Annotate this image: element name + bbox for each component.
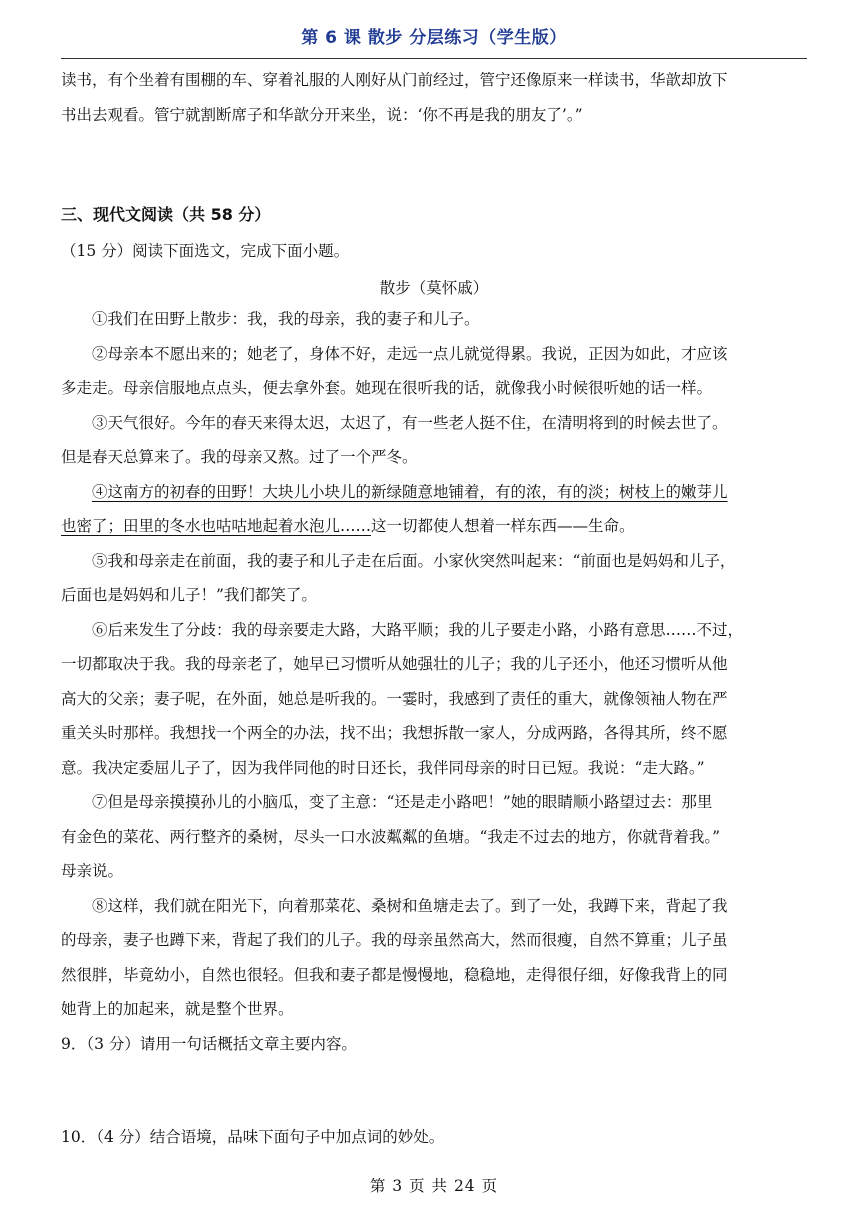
text-line: （15 分）阅读下面选文，完成下面小题。 <box>61 242 350 260</box>
page-header-title: 第 6 课 散步 分层练习（学生版） <box>301 28 567 48</box>
paragraph-2-line: 多走走。母亲信服地点点头，便去拿外套。她现在很听我的话，就像我小时候很听她的话一样。 <box>61 379 713 397</box>
paragraph-6-line: 意。我决定委屈儿子了，因为我伴同他的时日还长，我伴同母亲的时日已短。我说：“走大路。” <box>61 758 705 777</box>
paragraph-4-line <box>61 509 807 544</box>
header-divider <box>61 58 807 59</box>
question-9: 9．（3 分）请用一句话概括文章主要内容。 <box>61 1034 357 1053</box>
paragraph-6-line: 一切都取决于我。我的母亲老了，她早已习惯听从她强壮的儿子；我的儿子还小，他还习惯听从他 <box>61 655 728 673</box>
paragraph-4-line <box>61 475 807 510</box>
paragraph-7-line: ⑦但是母亲摸摸孙儿的小脑瓜，变了主意：“还是走小路吧！”她的眼睛顺小路望过去：那里 <box>92 793 713 811</box>
previous-text-block <box>61 63 807 132</box>
paragraph-6-line: ⑥后来发生了分歧：我的母亲要走大路，大路平顺；我的儿子要走小路，小路有意思……不过， <box>92 620 744 639</box>
paragraph-1: ①我们在田野上散步：我，我的母亲，我的妻子和儿子。 <box>92 310 480 328</box>
text-line: 书出去观看。管宁就割断席子和华歆分开来坐，说：‘你不再是我的朋友了’。” <box>61 105 583 124</box>
text-line: 读书，有个坐着有围棚的车、穿着礼服的人刚好从门前经过，管宁还像原来一样读书，华歆却放下 <box>61 71 728 89</box>
paragraph-3-line: 但是春天总算来了。我的母亲又熬。过了一个严冬。 <box>61 448 418 466</box>
paragraph-8-line: 的母亲，妻子也蹲下来，背起了我们的儿子。我的母亲虽然高大，然而很瘦，自然不算重；儿子虽 <box>61 931 728 949</box>
paragraph-5-line: ⑤我和母亲走在前面，我的妻子和儿子走在后面。小家伙突然叫起来：“前面也是妈妈和儿子， <box>92 551 736 570</box>
underlined-sentence: 也密了；田里的冬水也咕咕地起着水泡儿…… <box>61 517 372 535</box>
paragraph-6-line: 重关头时那样。我想找一个两全的办法，找不出；我想拆散一家人，分成两路，各得其所，终不愿 <box>61 724 728 742</box>
paragraph-3-line: ③天气很好。今年的春天来得太迟，太迟了，有一些老人挺不住，在清明将到的时候去世了。 <box>92 413 728 432</box>
article-title: 散步（莫怀戚） <box>379 279 489 297</box>
reading-instruction <box>61 234 807 269</box>
paragraph-7-line: 母亲说。 <box>61 862 124 880</box>
paragraph-8-line: 然很胖，毕竟幼小，自然也很轻。但我和妻子都是慢慢地，稳稳地，走得很仔细，好像我背上的同 <box>61 965 728 984</box>
question-10-block <box>61 1120 807 1155</box>
sentence-rest: 这一切都使人想着一样东西——生命。 <box>371 517 635 535</box>
section-heading: 三、现代文阅读（共 58 分） <box>61 205 271 224</box>
paragraph-5-line: 后面也是妈妈和儿子！”我们都笑了。 <box>61 586 317 604</box>
paragraph-7-line: 有金色的菜花、两行整齐的桑树，尽头一口水波粼粼的鱼塘。“我走不过去的地方，你就背着我。” <box>61 827 721 846</box>
article-body <box>61 302 807 1061</box>
paragraph-8-line: ⑧这样，我们就在阳光下，向着那菜花、桑树和鱼塘走去了。到了一处，我蹲下来，背起了我 <box>92 896 728 915</box>
underlined-sentence: ④这南方的初春的田野！大块儿小块儿的新绿随意地铺着，有的浓，有的淡；树枝上的嫩芽儿 <box>92 482 728 501</box>
page-number: 第 3 页 共 24 页 <box>369 1177 499 1195</box>
paragraph-6-line: 高大的父亲；妻子呢，在外面，她总是听我的。一霎时，我感到了责任的重大，就像领袖人物在严 <box>61 689 728 708</box>
paragraph-8-line: 她背上的加起来，就是整个世界。 <box>61 1000 294 1018</box>
paragraph-2-line: ②母亲本不愿出来的；她老了，身体不好，走远一点儿就觉得累。我说，正因为如此，才应该 <box>92 344 728 363</box>
question-10: 10．（4 分）结合语境，品味下面句子中加点词的妙处。 <box>61 1128 445 1146</box>
